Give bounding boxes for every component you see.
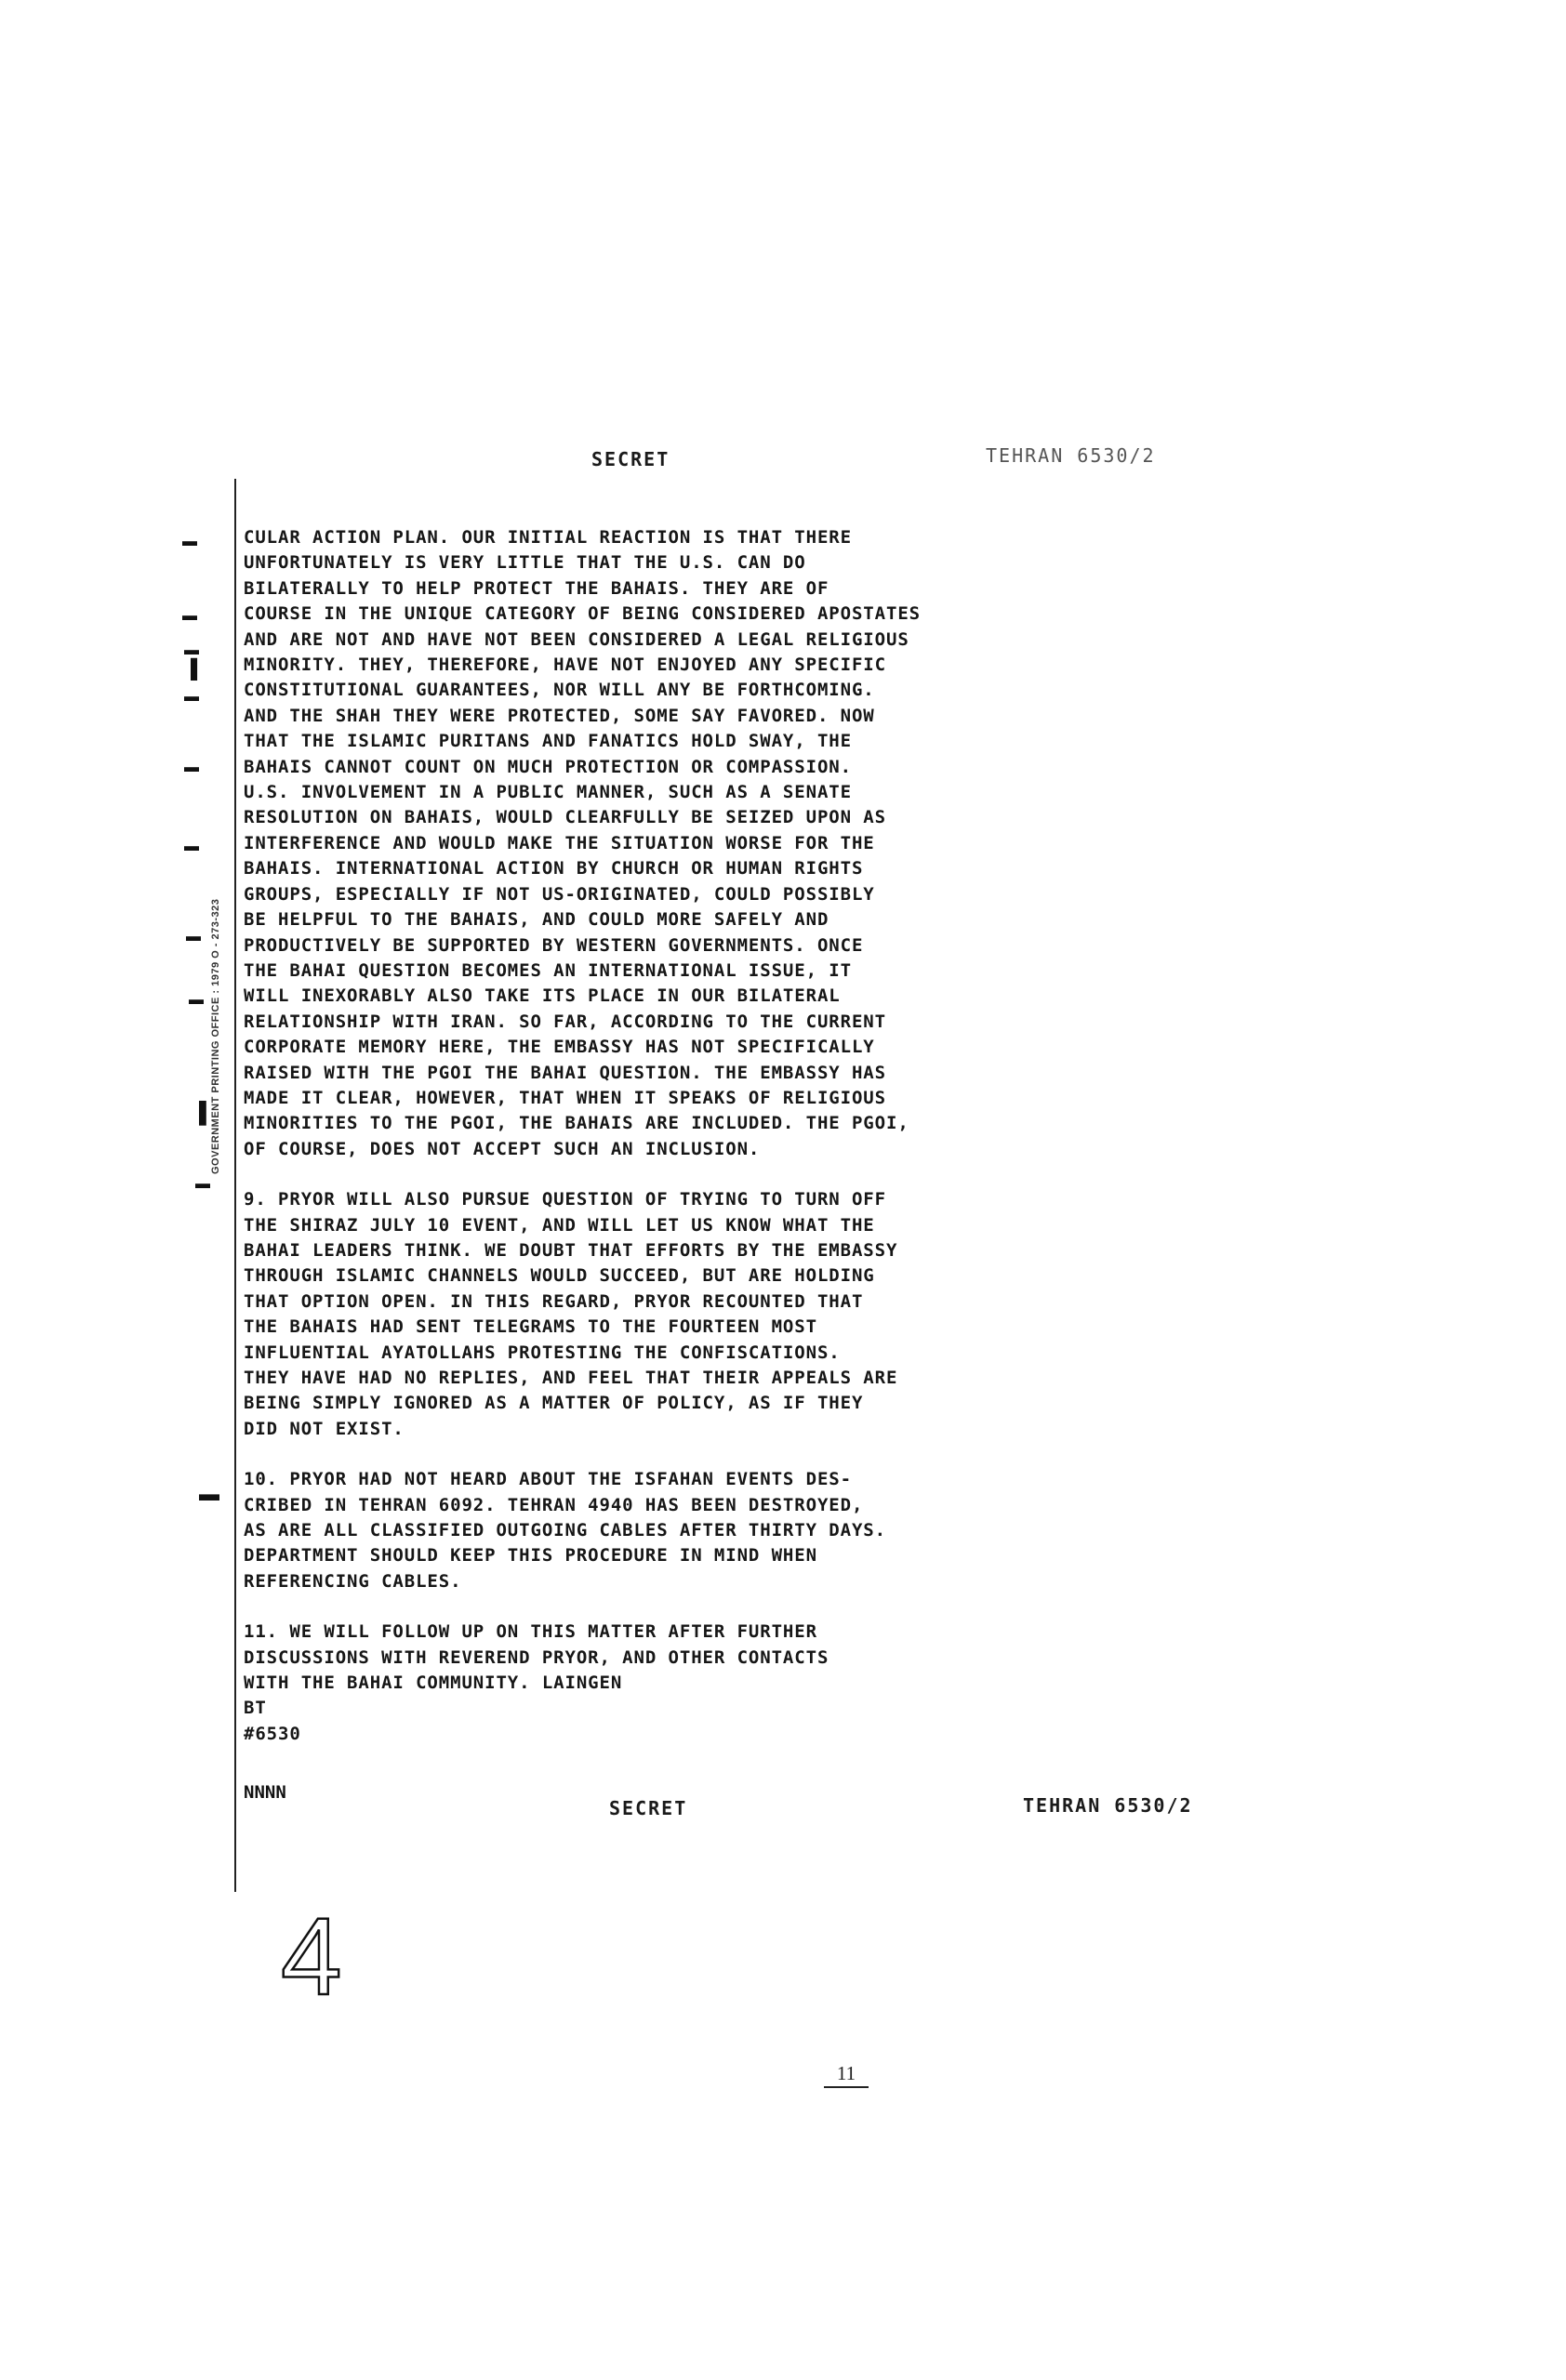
text-line: THE BAHAI QUESTION BECOMES AN INTERNATIONAL ISSUE, IT [244,959,852,981]
left-margin-rule [234,479,236,1892]
text-line: THEY HAVE HAD NO REPLIES, AND FEEL THAT THEIR APPEALS ARE [244,1368,898,1388]
margin-mark: ▬ [189,992,204,1008]
margin-mark: ▬ [184,689,199,705]
text-line: 10. PRYOR HAD NOT HEARD ABOUT THE ISFAHAN EVENTS DES- [244,1469,852,1490]
margin-mark: ▌ [199,1101,214,1124]
text-line: RAISED WITH THE PGOI THE BAHAI QUESTION. THE EMBASSY HAS [244,1062,886,1083]
text-line: CONSTITUTIONAL GUARANTEES, NOR WILL ANY BE FORTHCOMING. [244,680,875,701]
header-classification: SECRET [591,448,670,470]
text-line: 11. WE WILL FOLLOW UP ON THIS MATTER AFTER FURTHER [244,1621,817,1643]
text-line: INTERFERENCE AND WOULD MAKE THE SITUATION WORSE FOR THE [244,832,875,853]
text-line: DEPARTMENT SHOULD KEEP THIS PROCEDURE IN MIND WHEN [244,1545,817,1567]
gpo-margin-strip: GOVERNMENT PRINTING OFFICE : 1979 O - 273-323 [210,898,221,1175]
text-line: GROUPS, ESPECIALLY IF NOT US-ORIGINATED, COULD POSSIBLY [244,883,875,905]
footer-reference: TEHRAN 6530/2 [1023,1794,1193,1817]
footer-classification: SECRET [609,1797,688,1819]
paragraph [244,1187,1174,1442]
cable-body-text [244,525,1174,1772]
text-line: BAHAI LEADERS THINK. WE DOUBT THAT EFFORTS BY THE EMBASSY [244,1239,898,1261]
text-line: INFLUENTIAL AYATOLLAHS PROTESTING THE CONFISCATIONS. [244,1342,841,1363]
text-line: DISCUSSIONS WITH REVEREND PRYOR, AND OTHER CONTACTS [244,1646,829,1668]
text-line: BT [244,1698,267,1719]
margin-mark: ▬ [184,760,199,775]
text-line: PRODUCTIVELY BE SUPPORTED BY WESTERN GOVERNMENTS. ONCE [244,934,864,956]
text-line: THAT OPTION OPEN. IN THIS REGARD, PRYOR RECOUNTED THAT [244,1290,864,1312]
text-line: UNFORTUNATELY IS VERY LITTLE THAT THE U.S. CAN DO [244,552,806,574]
text-line: THAT THE ISLAMIC PURITANS AND FANATICS HOLD SWAY, THE [244,731,852,752]
text-line: #6530 [244,1723,301,1744]
text-line: WITH THE BAHAI COMMUNITY. LAINGEN [244,1673,623,1694]
text-line: U.S. INVOLVEMENT IN A PUBLIC MANNER, SUCH AS A SENATE [244,782,852,803]
paragraph [244,525,1174,1162]
text-line: THE SHIRAZ JULY 10 EVENT, AND WILL LET US KNOW WHAT THE [244,1214,875,1236]
text-line: THE BAHAIS HAD SENT TELEGRAMS TO THE FOURTEEN MOST [244,1316,817,1338]
end-of-message-nnnn: NNNN [244,1782,286,1803]
margin-mark: ▬ [199,1482,219,1505]
margin-mark: ▬ [182,534,197,549]
text-line: BE HELPFUL TO THE BAHAIS, AND COULD MORE SAFELY AND [244,909,829,931]
paragraph [244,1467,1174,1594]
text-line: RESOLUTION ON BAHAIS, WOULD CLEARFULLY BE SEIZED UPON AS [244,807,886,828]
text-line: OF COURSE, DOES NOT ACCEPT SUCH AN INCLUSION. [244,1138,761,1159]
text-line: AND THE SHAH THEY WERE PROTECTED, SOME SAY FAVORED. NOW [244,705,875,726]
margin-mark: ▬ [182,608,197,624]
text-line: BEING SIMPLY IGNORED AS A MATTER OF POLICY, AS IF THEY [244,1393,864,1414]
margin-mark: ▬ [184,642,199,658]
text-line: COURSE IN THE UNIQUE CATEGORY OF BEING CONSIDERED APOSTATES [244,603,921,625]
handwritten-page-mark: 4 [281,1896,342,2018]
text-line: REFERENCING CABLES. [244,1570,462,1592]
page-number-underline [824,2086,869,2088]
text-line: WILL INEXORABLY ALSO TAKE ITS PLACE IN OUR BILATERAL [244,985,841,1007]
text-line: MADE IT CLEAR, HOWEVER, THAT WHEN IT SPEAKS OF RELIGIOUS [244,1087,886,1108]
text-line: CRIBED IN TEHRAN 6092. TEHRAN 4940 HAS BEEN DESTROYED, [244,1494,864,1515]
text-line: DID NOT EXIST. [244,1418,405,1439]
text-line: CULAR ACTION PLAN. OUR INITIAL REACTION IS THAT THERE [244,527,852,548]
text-line: MINORITY. THEY, THEREFORE, HAVE NOT ENJOYED ANY SPECIFIC [244,654,886,676]
text-line: BAHAIS. INTERNATIONAL ACTION BY CHURCH OR HUMAN RIGHTS [244,858,864,879]
text-line: RELATIONSHIP WITH IRAN. SO FAR, ACCORDING TO THE CURRENT [244,1011,886,1032]
text-line: AS ARE ALL CLASSIFIED OUTGOING CABLES AFTER THIRTY DAYS. [244,1520,886,1541]
margin-mark: ▬ [186,929,201,945]
text-line: BILATERALLY TO HELP PROTECT THE BAHAIS. THEY ARE OF [244,577,829,599]
paragraph [244,1620,1174,1747]
margin-mark: ▌ [191,659,205,680]
header-reference: TEHRAN 6530/2 [986,444,1156,467]
text-line: THROUGH ISLAMIC CHANNELS WOULD SUCCEED, BUT ARE HOLDING [244,1265,875,1287]
text-line: CORPORATE MEMORY HERE, THE EMBASSY HAS NOT SPECIFICALLY [244,1037,875,1058]
margin-mark: ▬ [195,1176,210,1192]
text-line: BAHAIS CANNOT COUNT ON MUCH PROTECTION OR COMPASSION. [244,756,852,777]
text-line: MINORITIES TO THE PGOI, THE BAHAIS ARE INCLUDED. THE PGOI, [244,1113,909,1134]
margin-mark: ▬ [184,839,199,854]
page-number: 11 [836,2062,856,2084]
text-line: AND ARE NOT AND HAVE NOT BEEN CONSIDERED A LEGAL RELIGIOUS [244,628,909,650]
text-line: 9. PRYOR WILL ALSO PURSUE QUESTION OF TRYING TO TURN OFF [244,1189,886,1210]
